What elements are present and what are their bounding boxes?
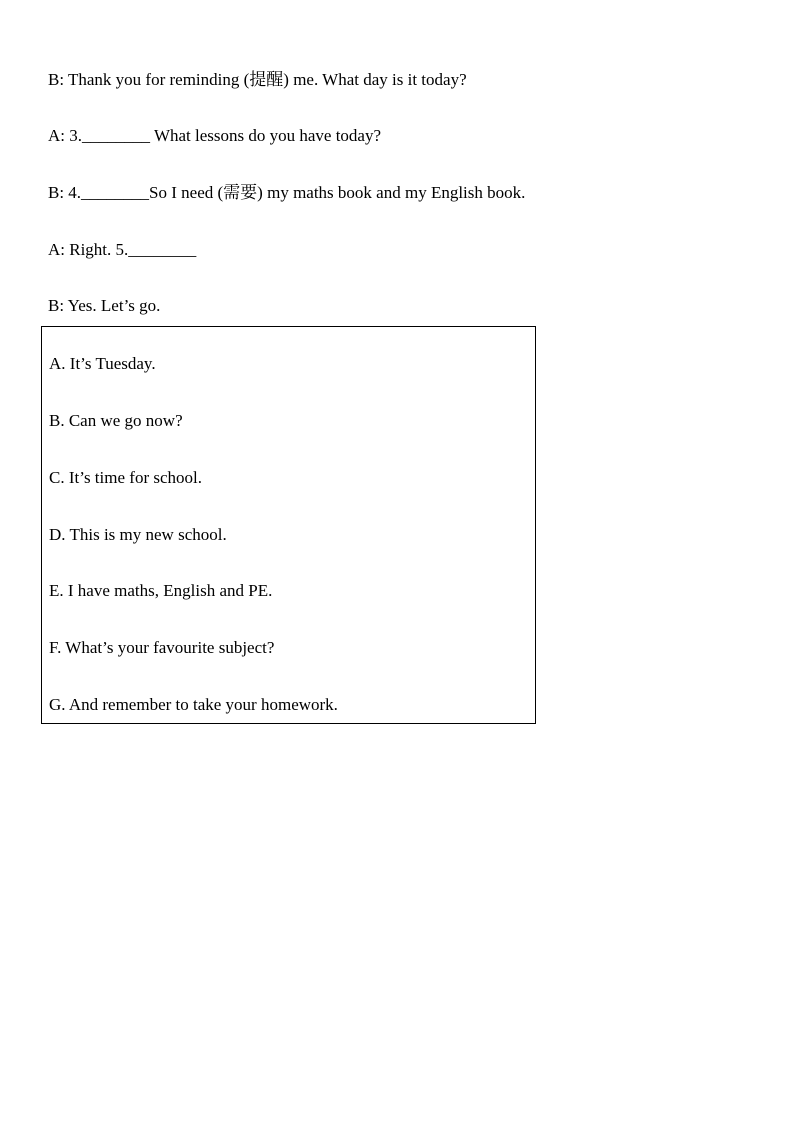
option-d: D. This is my new school. — [49, 525, 227, 544]
option-b: B. Can we go now? — [49, 411, 183, 430]
options-box — [41, 326, 536, 724]
option-e: E. I have maths, English and PE. — [49, 581, 273, 600]
option-c: C. It’s time for school. — [49, 468, 202, 487]
dialogue-line-3: B: 4.________So I need (需要) my maths book and my English book. — [48, 183, 526, 202]
dialogue-line-5: B: Yes. Let’s go. — [48, 296, 161, 315]
dialogue-line-4: A: Right. 5.________ — [48, 240, 197, 259]
option-a: A. It’s Tuesday. — [49, 354, 156, 373]
option-f: F. What’s your favourite subject? — [49, 638, 275, 657]
option-g: G. And remember to take your homework. — [49, 695, 338, 714]
dialogue-line-1: B: Thank you for reminding (提醒) me. What day is it today? — [48, 70, 467, 89]
dialogue-line-2: A: 3.________ What lessons do you have today? — [48, 126, 382, 145]
